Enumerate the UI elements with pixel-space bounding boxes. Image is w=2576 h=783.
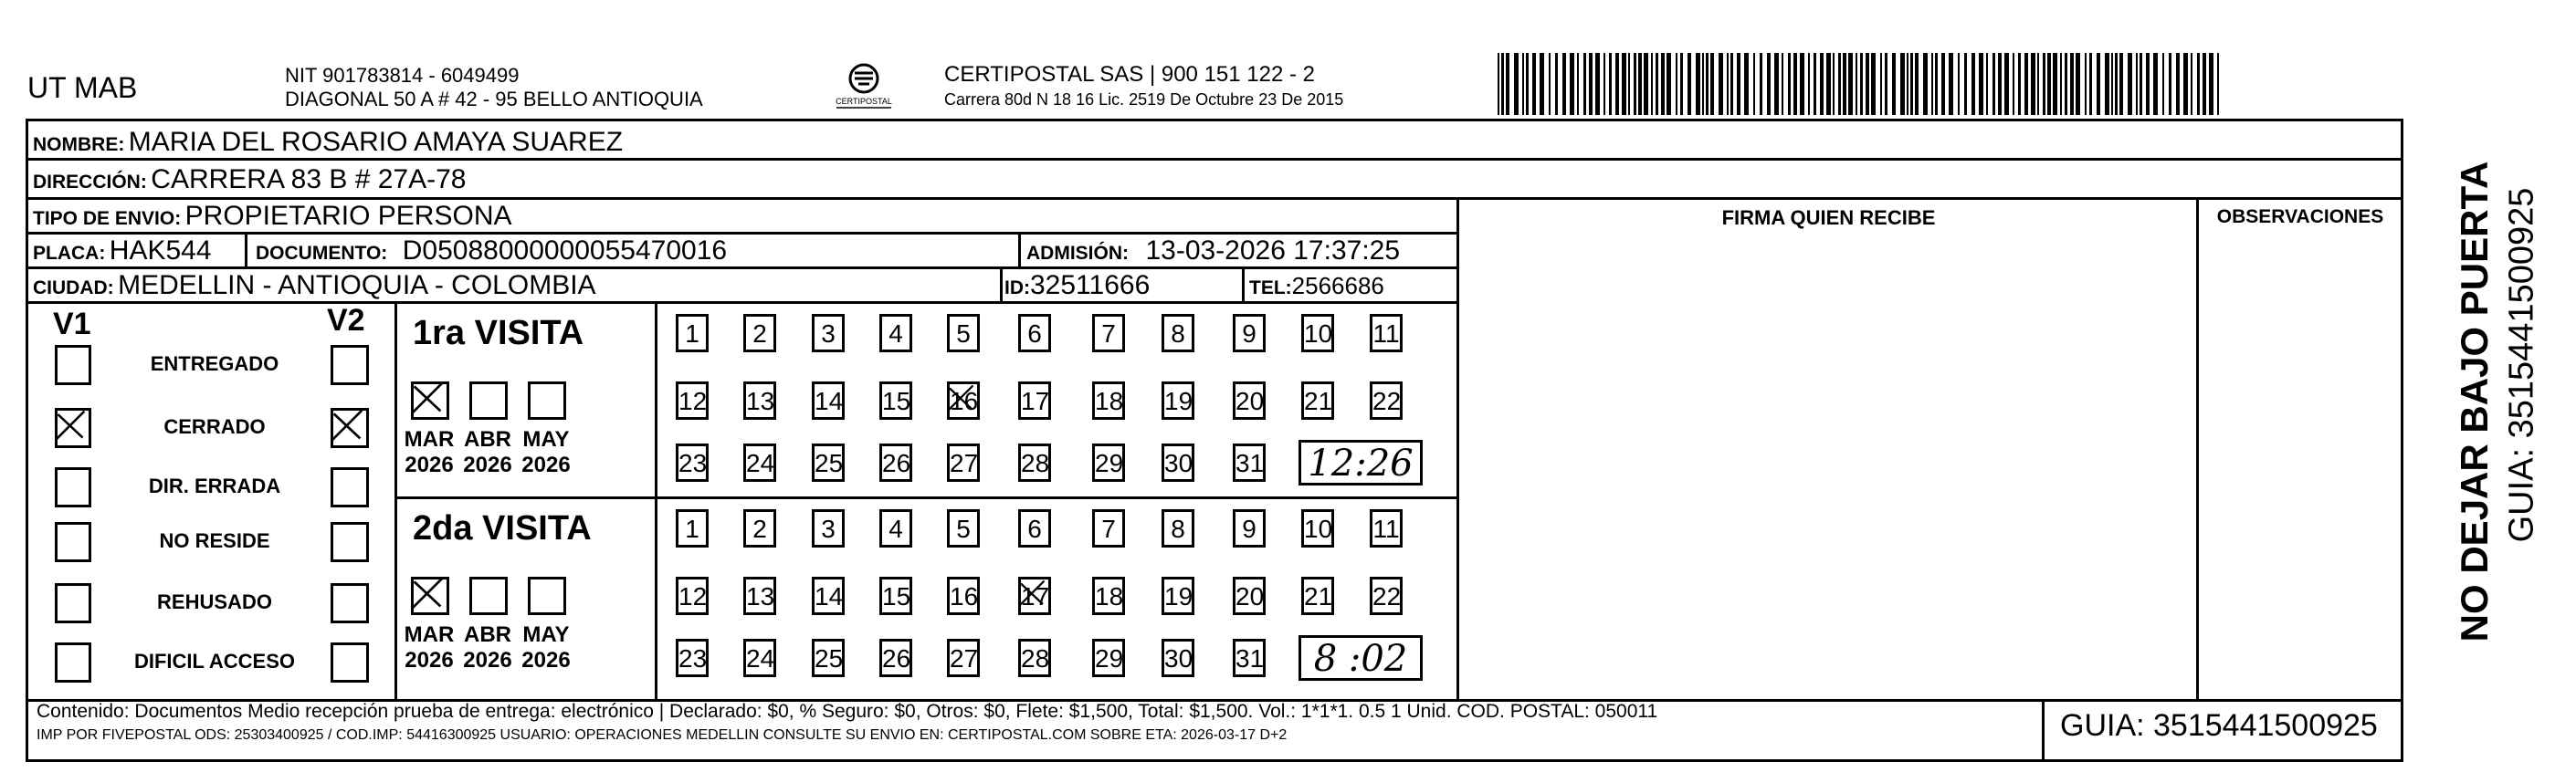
v1-checkbox[interactable]	[55, 467, 91, 507]
barcode-bar	[1814, 53, 1816, 115]
month-name: ABR	[464, 427, 511, 452]
v1-checkbox[interactable]	[55, 583, 91, 623]
day-box[interactable]: 21	[1301, 577, 1334, 615]
barcode-bar	[1549, 53, 1551, 115]
barcode-bar	[1843, 53, 1846, 115]
barcode-bar	[2076, 53, 2080, 115]
sender-address: DIAGONAL 50 A # 42 - 95 BELLO ANTIOQUIA	[285, 88, 703, 110]
day-box[interactable]: 21	[1301, 381, 1334, 420]
barcode-bar	[1577, 53, 1579, 115]
barcode-bar	[1570, 53, 1574, 115]
barcode-bar	[1992, 53, 1995, 115]
month-checkbox[interactable]	[411, 381, 449, 420]
barcode-bar	[2136, 53, 2138, 115]
nombre-value: MARIA DEL ROSARIO AMAYA SUAREZ	[128, 127, 624, 157]
month-name: ABR	[464, 622, 511, 647]
tipo-envio-field	[33, 201, 512, 232]
barcode-bar	[1949, 53, 1953, 115]
barcode-bar	[1885, 53, 1887, 115]
barcode-bar	[1958, 53, 1960, 115]
day-box[interactable]: 27	[947, 639, 980, 677]
tipo-envio-label: TIPO DE ENVIO:	[33, 208, 182, 229]
day-box[interactable]: 26	[879, 639, 912, 677]
barcode-bar	[1866, 53, 1869, 115]
barcode-bar	[1826, 53, 1831, 115]
day-box[interactable]: 19	[1162, 381, 1194, 420]
barcode-bar	[1860, 53, 1863, 115]
barcode-bar	[1710, 53, 1714, 115]
status-option-label: DIFICIL ACCESO	[133, 650, 295, 673]
day-box[interactable]: 17	[1018, 577, 1051, 615]
ciudad-label: CIUDAD:	[33, 277, 114, 298]
barcode-bar	[1583, 53, 1586, 115]
barcode-bar	[1892, 53, 1896, 115]
v2-checkbox[interactable]	[331, 642, 369, 683]
barcode-bar	[1931, 53, 1933, 115]
barcode-bar	[1595, 53, 1600, 115]
id-field	[1004, 270, 1150, 301]
v2-checkbox[interactable]	[331, 345, 369, 385]
barcode-bar	[1667, 53, 1671, 115]
day-box[interactable]: 1	[676, 314, 709, 352]
day-box[interactable]: 5	[947, 314, 980, 352]
barcode-bar	[1651, 53, 1653, 115]
barcode-bar	[2004, 53, 2009, 115]
barcode-bar	[1706, 53, 1709, 115]
barcode-bar	[1998, 53, 2002, 115]
barcode-bar	[1555, 53, 1558, 115]
footer-guia: GUIA: 3515441500925	[2060, 708, 2378, 743]
month-year: 2026	[521, 453, 571, 477]
day-box[interactable]: 3	[812, 314, 845, 352]
barcode-bar	[1880, 53, 1882, 115]
barcode-bar	[1838, 53, 1841, 115]
barcode-bar	[1609, 53, 1612, 115]
side-warning: NO DEJAR BAJO PUERTA	[2453, 161, 2496, 642]
day-box[interactable]: 18	[1092, 381, 1125, 420]
side-guia: GUIA: 3515441500925	[2502, 187, 2541, 543]
barcode-bar	[2065, 53, 2067, 115]
day-box[interactable]: 17	[1018, 381, 1051, 420]
day-box[interactable]: 28	[1018, 444, 1051, 482]
admision-field	[1026, 235, 1400, 266]
day-box[interactable]: 31	[1233, 444, 1266, 482]
observaciones-header: OBSERVACIONES	[2216, 206, 2384, 227]
day-box[interactable]: 7	[1092, 314, 1125, 352]
month-label	[396, 622, 462, 673]
month-checkbox[interactable]	[528, 577, 566, 615]
documento-value: D05088000000055470016	[402, 235, 728, 266]
barcode-bar	[2043, 53, 2045, 115]
day-box[interactable]: 6	[1018, 509, 1051, 548]
barcode-bar	[2024, 53, 2028, 115]
barcode-bar	[1676, 53, 1677, 115]
month-label	[513, 622, 579, 673]
day-box[interactable]: 11	[1370, 314, 1403, 352]
id-label: ID:	[1004, 277, 1030, 298]
certipostal-logo	[820, 60, 908, 111]
day-box[interactable]: 24	[743, 639, 776, 677]
status-option-label: CERRADO	[163, 415, 266, 438]
day-box[interactable]: 25	[812, 639, 845, 677]
day-box[interactable]: 22	[1370, 381, 1403, 420]
v1-label: V1	[53, 307, 91, 341]
day-box[interactable]: 29	[1092, 444, 1125, 482]
barcode-bar	[2085, 53, 2087, 115]
direccion-field	[33, 164, 466, 195]
nombre-label: NOMBRE:	[33, 134, 125, 155]
tipo-envio-value: PROPIETARIO PERSONA	[184, 201, 512, 231]
barcode-bar	[2060, 53, 2062, 115]
barcode-bar	[1820, 53, 1824, 115]
barcode-bar	[1603, 53, 1605, 115]
admision-label: ADMISIÓN:	[1026, 243, 1129, 264]
barcode-bar	[1656, 53, 1658, 115]
month-checkbox[interactable]	[528, 381, 566, 420]
day-box[interactable]: 5	[947, 509, 980, 548]
month-name: MAR	[404, 622, 455, 647]
barcode-bar	[1526, 53, 1529, 115]
month-year: 2026	[405, 453, 454, 477]
contenido-text: Contenido: Documentos Medio recepción prueba de entrega: electrónico | Declarado: $0, % Seguro: $0, Otros: $0, Flete: $1,500, Total: $1,500. Vol.: 1*1*1. 0.5 1 Unid. COD. POSTAL: 050011	[37, 701, 1658, 722]
day-box[interactable]: 11	[1370, 509, 1403, 548]
v1-checkbox[interactable]	[55, 345, 91, 385]
barcode-bar	[1800, 53, 1804, 115]
barcode-bar	[1753, 53, 1755, 115]
direccion-label: DIRECCIÓN:	[33, 172, 147, 193]
barcode-bar	[2119, 53, 2123, 115]
month-checkbox[interactable]	[411, 577, 449, 615]
barcode-bar	[2053, 53, 2057, 115]
status-option-label: REHUSADO	[157, 590, 272, 613]
status-option-label: DIR. ERRADA	[148, 475, 281, 497]
barcode-bar	[1971, 53, 1975, 115]
day-box[interactable]: 31	[1233, 639, 1266, 677]
month-year: 2026	[521, 648, 571, 673]
nombre-field	[33, 127, 623, 158]
barcode-bar	[1562, 53, 1566, 115]
v2-checkbox[interactable]	[331, 583, 369, 623]
barcode-bar	[1744, 53, 1749, 115]
barcode-bar	[1644, 53, 1648, 115]
barcode-bar	[1506, 53, 1509, 115]
day-box[interactable]: 15	[879, 577, 912, 615]
visit-title: 2da VISITA	[413, 509, 592, 548]
day-box[interactable]: 25	[812, 444, 845, 482]
month-label	[513, 427, 579, 478]
barcode-bar	[2128, 53, 2132, 115]
barcode-bar	[1661, 53, 1665, 115]
day-box[interactable]: 6	[1018, 314, 1051, 352]
imp-text: IMP POR FIVEPOSTAL ODS: 25303400925 / COD.IMP: 54416300925 USUARIO: OPERACIONES MEDELLIN CONSULTE SU ENVIO EN: CERTIPOSTAL.COM SOBRE ETA: 2026-03-17 D+2	[37, 727, 1288, 743]
day-box[interactable]: 24	[743, 444, 776, 482]
day-box[interactable]: 4	[879, 509, 912, 548]
barcode-bar	[1638, 53, 1642, 115]
status-option-label: ENTREGADO	[150, 352, 279, 375]
barcode-bar	[1923, 53, 1928, 115]
barcode-bar	[2111, 53, 2113, 115]
barcode-bar	[1848, 53, 1853, 115]
barcode-bar	[2047, 53, 2051, 115]
day-box[interactable]: 27	[947, 444, 980, 482]
barcode-bar	[2162, 53, 2164, 115]
day-box[interactable]: 13	[743, 381, 776, 420]
barcode-bar	[1737, 53, 1740, 115]
barcode-bar	[2140, 53, 2142, 115]
barcode-bar	[2105, 53, 2109, 115]
day-box[interactable]: 9	[1233, 509, 1266, 548]
day-box[interactable]: 28	[1018, 639, 1051, 677]
month-year: 2026	[405, 648, 454, 673]
v1-checkbox[interactable]	[55, 522, 91, 562]
tel-field	[1249, 272, 1384, 300]
barcode-bar	[2153, 53, 2158, 115]
day-box[interactable]: 7	[1092, 509, 1125, 548]
day-box[interactable]: 15	[879, 381, 912, 420]
barcode-bar	[1702, 53, 1704, 115]
barcode-bar	[1915, 53, 1919, 115]
barcode-bar	[1964, 53, 1967, 115]
logo-text: CERTIPOSTAL	[836, 97, 892, 106]
documento-field	[256, 235, 727, 266]
month-label	[396, 427, 462, 478]
hour-value: 12:26	[1308, 443, 1414, 485]
day-mark	[1021, 579, 1048, 612]
ciudad-field	[33, 270, 596, 301]
placa-field	[33, 235, 212, 266]
barcode-bar	[1833, 53, 1835, 115]
barcode-bar	[1910, 53, 1913, 115]
day-box[interactable]: 20	[1233, 577, 1266, 615]
v1-checkbox[interactable]	[55, 408, 91, 448]
barcode-bar	[2097, 53, 2100, 115]
day-box[interactable]: 14	[812, 577, 845, 615]
barcode-bar	[2191, 53, 2192, 115]
day-box[interactable]: 16	[947, 381, 980, 420]
barcode-bar	[2183, 53, 2188, 115]
hour-box[interactable]	[1299, 440, 1423, 485]
company-code: UT MAB	[27, 71, 138, 104]
firma-header: FIRMA QUIEN RECIBE	[1721, 206, 1936, 229]
barcode-bar	[1986, 53, 1988, 115]
barcode-bar	[1589, 53, 1593, 115]
v2-checkbox[interactable]	[331, 522, 369, 562]
status-option-label: NO RESIDE	[159, 529, 270, 552]
barcode-bar	[1628, 53, 1630, 115]
barcode-bar	[1688, 53, 1691, 115]
day-box[interactable]: 1	[676, 509, 709, 548]
day-box[interactable]: 8	[1162, 314, 1194, 352]
v1-checkbox[interactable]	[55, 642, 91, 683]
month-name: MAR	[404, 427, 455, 452]
barcode-bar	[1907, 53, 1908, 115]
month-name: MAY	[522, 427, 570, 452]
day-box[interactable]: 22	[1370, 577, 1403, 615]
day-box[interactable]: 13	[743, 577, 776, 615]
barcode-bar	[2089, 53, 2092, 115]
month-name: MAY	[522, 622, 570, 647]
barcode-bar	[1498, 53, 1499, 115]
barcode-bar	[2169, 53, 2171, 115]
carrier-name: CERTIPOSTAL SAS | 900 151 122 - 2	[944, 62, 1315, 87]
barcode-bar	[2146, 53, 2150, 115]
day-box[interactable]: 26	[879, 444, 912, 482]
barcode-bar	[2209, 53, 2213, 115]
day-box[interactable]: 16	[947, 577, 980, 615]
barcode-bar	[1532, 53, 1536, 115]
barcode-bar	[2018, 53, 2021, 115]
barcode-bar	[1501, 53, 1504, 115]
barcode-bar	[1793, 53, 1797, 115]
barcode-bar	[1680, 53, 1683, 115]
barcode-bar	[1615, 53, 1619, 115]
month-label	[455, 427, 520, 478]
barcode-bar	[1730, 53, 1733, 115]
day-box[interactable]: 3	[812, 509, 845, 548]
day-box[interactable]: 18	[1092, 577, 1125, 615]
v2-checkbox[interactable]	[331, 408, 369, 448]
barcode-bar	[1760, 53, 1762, 115]
barcode-bar	[1696, 53, 1700, 115]
documento-label: DOCUMENTO:	[256, 243, 388, 264]
v2-checkbox[interactable]	[331, 467, 369, 507]
ciudad-value: MEDELLIN - ANTIOQUIA - COLOMBIA	[118, 270, 596, 300]
tel-label: TEL:	[1249, 277, 1292, 298]
barcode-bar	[1774, 53, 1779, 115]
carrier-license: Carrera 80d N 18 16 Lic. 2519 De Octubre 23 De 2015	[944, 90, 1344, 109]
day-box[interactable]: 23	[676, 444, 709, 482]
barcode-bar	[2176, 53, 2180, 115]
day-box[interactable]: 14	[812, 381, 845, 420]
barcode-bar	[1514, 53, 1519, 115]
barcode-bar	[2013, 53, 2014, 115]
month-label	[455, 622, 520, 673]
barcode-bar	[1979, 53, 1983, 115]
barcode-bar	[1900, 53, 1905, 115]
visit-title: 1ra VISITA	[413, 314, 584, 352]
day-box[interactable]: 10	[1301, 509, 1334, 548]
barcode-bar	[1767, 53, 1771, 115]
admision-value: 13-03-2026 17:37:25	[1145, 235, 1401, 266]
day-box[interactable]: 19	[1162, 577, 1194, 615]
day-box[interactable]: 20	[1233, 381, 1266, 420]
barcode-bar	[2217, 53, 2219, 115]
barcode-bar	[1727, 53, 1729, 115]
direccion-value: CARRERA 83 B # 27A-78	[151, 164, 467, 194]
barcode-bar	[2037, 53, 2039, 115]
barcode-bar	[2203, 53, 2206, 115]
day-box[interactable]: 23	[676, 639, 709, 677]
day-mark	[950, 384, 977, 417]
month-checkbox[interactable]	[469, 381, 508, 420]
barcode-bar	[2115, 53, 2118, 115]
barcode-bar	[1808, 53, 1810, 115]
barcode-bar	[1540, 53, 1544, 115]
barcode-bar	[1622, 53, 1626, 115]
barcode-bar	[1871, 53, 1876, 115]
v2-label: V2	[327, 303, 365, 338]
barcode-bar	[1941, 53, 1945, 115]
barcode-bar	[1719, 53, 1723, 115]
barcode-bar	[1788, 53, 1791, 115]
placa-label: PLACA:	[33, 243, 106, 264]
day-box[interactable]: 4	[879, 314, 912, 352]
barcode-bar	[2197, 53, 2200, 115]
barcode-bar	[1634, 53, 1636, 115]
id-value: 32511666	[1030, 270, 1151, 300]
barcode-bar	[2031, 53, 2035, 115]
placa-value: HAK544	[109, 235, 212, 266]
day-box[interactable]: 2	[743, 314, 776, 352]
barcode-bar	[2070, 53, 2074, 115]
day-box[interactable]: 10	[1301, 314, 1334, 352]
day-box[interactable]: 12	[676, 381, 709, 420]
barcode-bar	[1782, 53, 1783, 115]
day-box[interactable]: 8	[1162, 509, 1194, 548]
month-checkbox[interactable]	[469, 577, 508, 615]
tel-value: 2566686	[1291, 272, 1384, 299]
day-box[interactable]: 30	[1162, 639, 1194, 677]
month-year: 2026	[463, 453, 512, 477]
day-box[interactable]: 29	[1092, 639, 1125, 677]
day-box[interactable]: 9	[1233, 314, 1266, 352]
barcode-bar	[1522, 53, 1524, 115]
hour-box[interactable]	[1299, 635, 1423, 681]
barcode-bar	[1935, 53, 1938, 115]
month-year: 2026	[463, 648, 512, 673]
hour-value: 8 :02	[1313, 638, 1408, 680]
barcode	[1496, 53, 2226, 117]
day-box[interactable]: 2	[743, 509, 776, 548]
day-box[interactable]: 12	[676, 577, 709, 615]
nit-number: NIT 901783814 - 6049499	[285, 64, 520, 87]
day-box[interactable]: 30	[1162, 444, 1194, 482]
barcode-bar	[1856, 53, 1857, 115]
